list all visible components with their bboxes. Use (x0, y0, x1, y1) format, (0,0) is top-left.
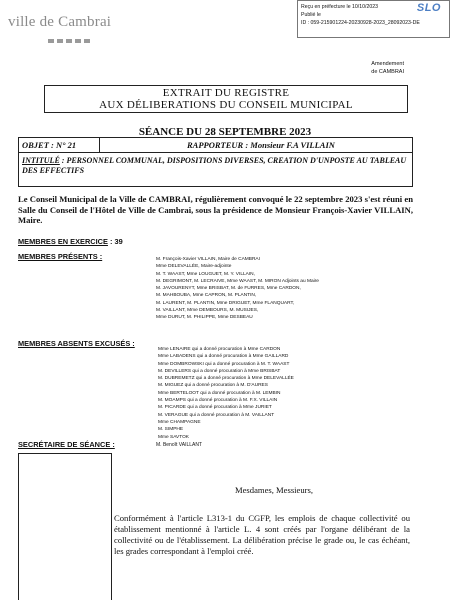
list-item: M. SIMPHE (158, 427, 184, 433)
list-item: M. LAURENT, M. PLANTIN, Mme DRIGUET, Mme FLANQUART, (156, 300, 295, 306)
stamp-line-id: ID : 059-215901224-20230928-2023_28092023-DE (301, 20, 420, 26)
session-date: SÉANCE DU 28 SEPTEMBRE 2023 (138, 126, 312, 138)
annex-line-2: de CAMBRAI (371, 69, 404, 75)
list-item: Mme LENAIRE qui a donné procuration à Mme CARDON (158, 347, 281, 352)
list-item: M. MAHBOUBA, Mme CAPRON, M. PLANTIN, (156, 293, 257, 299)
members-absent-list (158, 346, 294, 441)
secretary-label: SECRÉTAIRE DE SÉANCE : (18, 440, 115, 449)
list-item: M. T. WAAST, Mme LOUGUET, M. Y. VILLAIN, (156, 271, 255, 277)
intro-paragraph: Le Conseil Municipal de la Ville de CAMBRAI, régulièrement convoqué le 22 septembre 2023 s'est réuni en Salle du Conseil de l'Hôtel de Ville de Cambrai, sous la présidence de Monsieur François-Xavier VILLAIN, Maire. (18, 194, 413, 225)
list-item: M. DEGRIMONT, M. LECRAIVE, Mme WAAST, M. MIRON Adjoints au Maire (156, 278, 319, 284)
list-item: Mme BERTELOOT qui a donné procuration à M. LEMBIN (158, 390, 281, 396)
list-item: M. DUBREMETZ qui a donné procuration à Mme DELEVALLÉE (158, 376, 294, 382)
subject-row (19, 138, 412, 153)
city-logo (8, 14, 138, 38)
extract-title-line-2: AUX DÉLIBERATIONS DU CONSEIL MUNICIPAL (99, 99, 353, 111)
subject-title-label: INTITULÉ (22, 156, 60, 165)
members-present-list (156, 256, 319, 322)
secretary-name: M. Benoît VAILLANT (156, 442, 203, 448)
list-item: M. JAVOURENYT, Mme BRISBAT, M. de FURRES, Mme CARDON, (156, 286, 301, 292)
members-in-office-count: : 39 (110, 237, 123, 246)
list-item: M. VAILLANT, Mme DEMBOURS, M. MUSIJES, (156, 308, 259, 314)
subject-divider (99, 138, 100, 153)
list-item: M. DEVILLERS qui a donné procuration à Mme BRISBAT (158, 368, 281, 374)
logo-mark (48, 30, 108, 34)
rapporteur: RAPPORTEUR : Monsieur F.A VILLAIN (187, 140, 335, 150)
logo-text: ville de Cambrai (8, 14, 112, 30)
greeting: Mesdames, Messieurs, (234, 485, 314, 495)
members-in-office (18, 237, 123, 246)
margin-box (18, 453, 112, 600)
list-item: Mme LABADENS qui a donné procuration à Mme GAILLARD (158, 354, 289, 360)
annex-line-1: Amendement (371, 61, 404, 67)
subject-number: OBJET : N° 21 (22, 140, 77, 150)
extract-title-line-1: EXTRAIT DU REGISTRE (162, 87, 290, 99)
subject-box (18, 137, 413, 187)
members-in-office-label: MEMBRES EN EXERCICE (18, 237, 108, 246)
list-item: Mme DURUT, M. PHILIPPE, Mme DESBEAU (156, 315, 253, 321)
list-item: Mme DOMBROWSKI qui a donné procuration à M. T. WAAST (158, 361, 290, 367)
subject-title-text: : PERSONNEL COMMUNAL, DISPOSITIONS DIVERSES, CREATION D'UNPOSTE AU TABLEAU DES EFFECTIFS (22, 156, 407, 175)
list-item: M. MIGUEZ qui a donné procuration à M. D'AURES (158, 383, 268, 389)
members-present-label: MEMBRES PRÉSENTS : (18, 252, 103, 261)
list-item: M. VERAGUE qui a donné procuration à M. VAILLANT (158, 412, 275, 418)
list-item: Mme CHAMPAGNE (158, 419, 201, 425)
extract-title-box (44, 85, 408, 113)
list-item: Mme DELEVALLÉE, Maire-adjointe (156, 264, 232, 270)
stamp-seal: SLO (416, 2, 441, 14)
annex-note (371, 60, 404, 76)
list-item: Mme SAVTOK (158, 434, 190, 440)
subject-title (22, 156, 408, 175)
members-absent-label: MEMBRES ABSENTS EXCUSÉS : (18, 339, 135, 348)
list-item: M. François-Xavier VILLAIN, Maire de CAMBRAI (156, 257, 260, 262)
stamp-line-received: Reçu en préfecture le 10/10/2023 (301, 4, 379, 10)
list-item: M. PICARDE qui a donné procuration à Mme JURIET (158, 405, 272, 411)
body-paragraph: Conformément à l'article L313-1 du CGFP, les emplois de chaque collectivité ou établissement mentionné à l'article L. 4 sont créés par l'organe délibérant de la collectivité ou de l'établissement. La délibération précise le grade ou, le cas échéant, les grades correspondant à l'emploi créé. (114, 513, 410, 556)
list-item: M. MOAMPS qui a donné procuration à M. F.X. VILLAIN (158, 398, 278, 404)
prefecture-stamp (297, 0, 450, 38)
stamp-line-published: Publié le (301, 12, 321, 18)
